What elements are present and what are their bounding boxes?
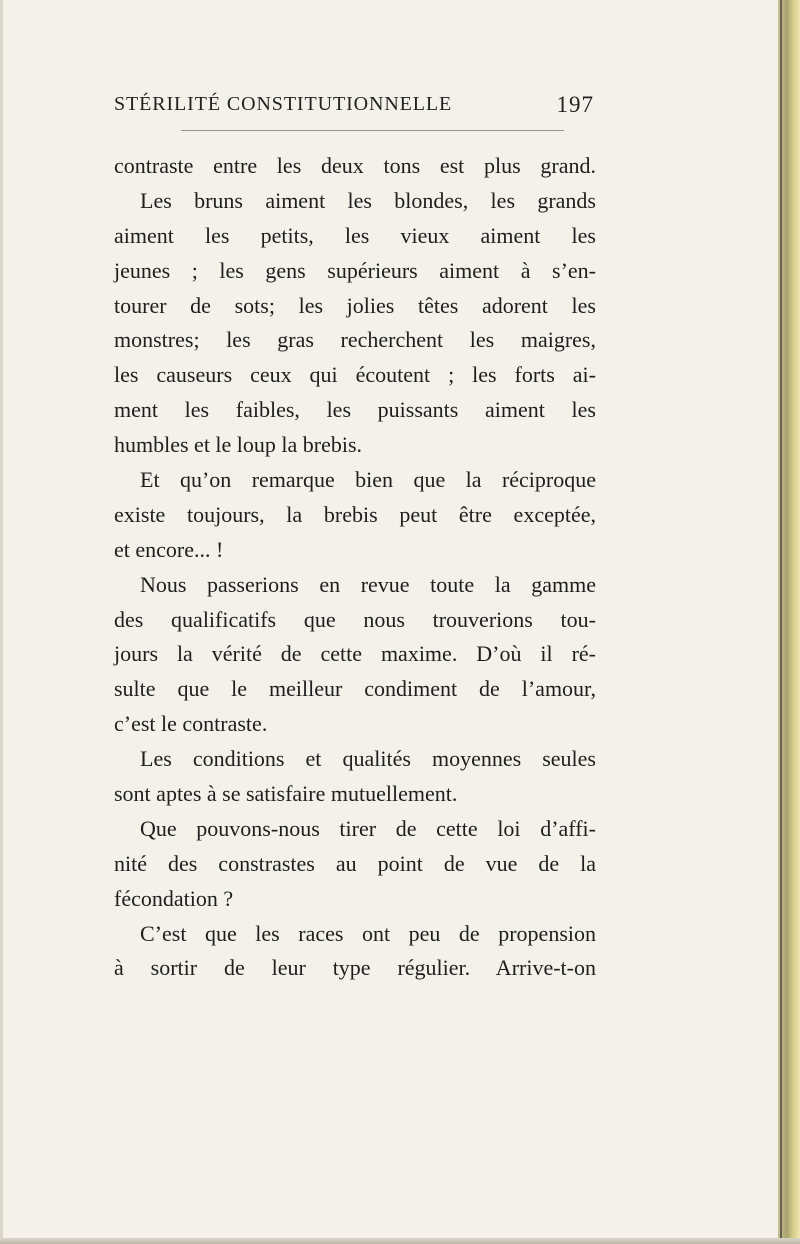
- text-line: Les bruns aiment les blondes, les grands: [140, 187, 596, 213]
- text-line: c’est le contraste.: [114, 711, 268, 737]
- text-line: C’est que les races ont peu de propension: [140, 920, 596, 946]
- text-line: jeunes ; les gens supérieurs aiment à s’en-: [114, 257, 596, 283]
- book-spine-edge: [778, 0, 800, 1244]
- body-text: [114, 149, 596, 986]
- text-line: sont aptes à se satisfaire mutuellement.: [114, 781, 458, 807]
- text-line: sulte que le meilleur condiment de l’amour,: [114, 676, 596, 702]
- text-line: monstres; les gras recherchent les maigres,: [114, 327, 596, 353]
- text-line: humbles et le loup la brebis.: [114, 432, 363, 458]
- header-rule: [181, 130, 564, 131]
- text-line: des qualificatifs que nous trouverions tou-: [114, 606, 596, 632]
- text-line: nité des constrastes au point de vue de la: [114, 850, 596, 876]
- text-line: Que pouvons-nous tirer de cette loi d’affi-: [140, 815, 596, 841]
- text-line: fécondation ?: [114, 885, 234, 911]
- text-line: aiment les petits, les vieux aiment les: [114, 222, 596, 248]
- text-line: Et qu’on remarque bien que la réciproque: [140, 467, 596, 493]
- text-line: Les conditions et qualités moyennes seules: [140, 746, 596, 772]
- text-line: et encore... !: [114, 536, 224, 562]
- text-line: jours la vérité de cette maxime. D’où il ré-: [114, 641, 596, 667]
- page-bottom-edge: [0, 1238, 800, 1244]
- text-line: contraste entre les deux tons est plus grand.: [114, 153, 596, 178]
- text-line: ment les faibles, les puissants aiment les: [114, 397, 596, 423]
- page-left-edge: [0, 0, 3, 1244]
- page-header: [114, 93, 594, 123]
- text-line: Nous passerions en revue toute la gamme: [140, 571, 596, 597]
- text-line: tourer de sots; les jolies têtes adorent les: [114, 292, 596, 318]
- page-number: 197: [556, 92, 594, 117]
- running-title: STÉRILITÉ CONSTITUTIONNELLE: [114, 93, 453, 115]
- text-line: les causeurs ceux qui écoutent ; les forts ai-: [114, 362, 596, 388]
- text-line: existe toujours, la brebis peut être exceptée,: [114, 501, 596, 527]
- text-line: à sortir de leur type régulier. Arrive-t-on: [114, 955, 596, 981]
